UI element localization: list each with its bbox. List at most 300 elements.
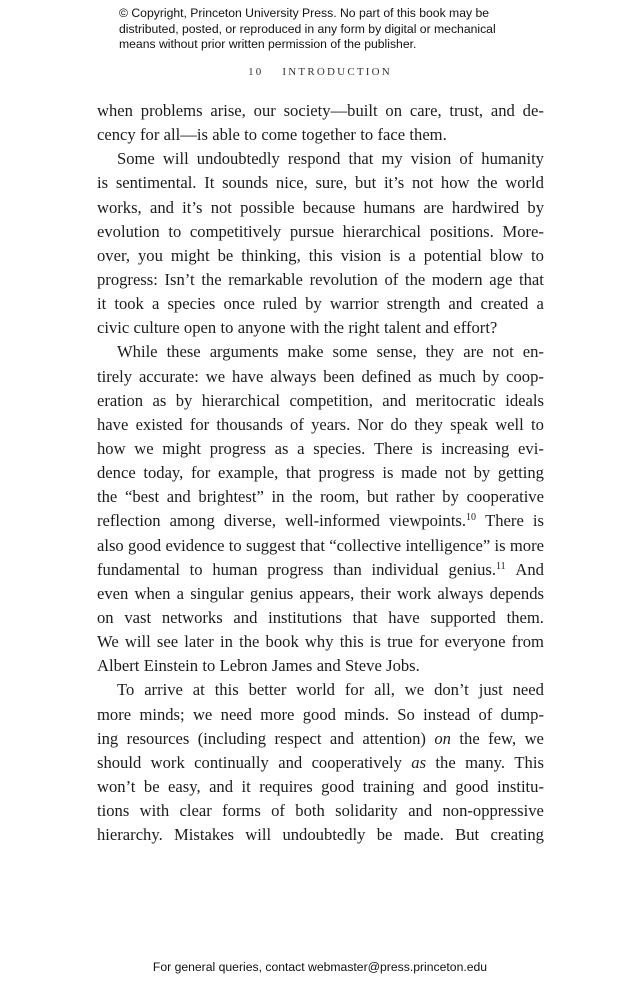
text-line [97,775,544,799]
word: this [308,245,333,265]
word: More- [502,221,544,241]
text-line [97,799,544,823]
word: might [170,245,210,265]
word: don’t [434,680,469,700]
word: we [404,680,425,700]
word: everyone [444,632,506,652]
word: appears, [299,583,355,603]
word: it’s [182,197,203,217]
word: should [97,752,142,772]
word: of [290,414,304,434]
word: work [397,583,432,603]
word: is [532,511,544,531]
word: the [292,487,313,507]
text-line [97,147,544,171]
word: made. [403,825,444,845]
word: be [376,825,393,845]
word: just [478,680,503,700]
word: face [377,125,406,145]
word: is [421,438,433,458]
word: by [527,197,544,217]
word: modern [431,269,483,289]
word: will [245,825,272,845]
word: at [192,680,205,700]
word: progress: [97,269,158,289]
word: for [419,632,439,652]
word: hierarchical [201,390,281,410]
word: thousands [216,414,283,434]
word: warrior [329,294,379,314]
word: always [437,583,484,603]
word: ruled [262,294,298,314]
word: that [348,149,374,169]
text-line [97,509,544,533]
word: Jobs. [386,656,420,676]
word: We [97,632,119,652]
word: increasing [441,438,510,458]
word: need [220,704,252,724]
word: well-informed [285,511,380,531]
word: diverse, [223,511,276,531]
word: world [505,173,544,193]
text-line [97,654,544,678]
word: undoubtedly [196,149,280,169]
word: vision [410,149,452,169]
word: thinking, [241,245,301,265]
word: and [425,318,450,338]
word: sure, [315,173,348,193]
text-line [97,196,544,220]
word: cooperative [466,487,544,507]
word: once [223,294,255,314]
word: blow [489,245,523,265]
word: progress [209,438,266,458]
word: vast [124,607,152,627]
word: species. [313,438,366,458]
word: the [201,269,222,289]
copyright-line: © Copyright, Princeton University Press. No part of this book may be [119,6,490,20]
word: non-oppressive [442,801,544,821]
word: anyone [237,318,286,338]
word: sounds [222,173,269,193]
word: humanity [481,149,544,169]
word: to [360,125,374,145]
word: how [440,173,470,193]
word: cency [97,125,136,145]
word: is [369,632,381,652]
word: made [401,463,438,483]
word: minds; [139,704,185,724]
word: much [438,366,476,386]
word: nice, [275,173,308,193]
word: more [509,535,544,555]
word: supported [430,607,496,627]
word: but [354,173,377,193]
word: to [531,245,544,265]
word: them. [409,125,447,145]
word: minds. [344,704,389,724]
word: we [524,728,544,748]
word: a [536,294,544,314]
word: instead [423,704,471,724]
word: This [514,752,544,772]
word: Mistakes [174,825,234,845]
text-line [97,630,544,654]
word: defined [361,366,412,386]
text-line [97,413,544,437]
emphasis: as [411,752,427,772]
copyright-notice [119,6,539,53]
word [411,751,426,775]
word: make [287,342,324,362]
word: revolution [309,269,378,289]
word: a [176,583,185,603]
word: sense, [376,342,417,362]
word: right [348,318,380,338]
page-number: 10 [248,66,264,78]
word: even [97,583,129,603]
word: together [301,125,356,145]
word: will [124,632,151,652]
word: true [387,632,413,652]
word: tirely [97,366,133,386]
word: easy, [168,776,201,796]
word: Isn’t [164,269,195,289]
word: continually [194,752,269,772]
word: is [382,463,394,483]
text-line [97,268,544,292]
word: rather [395,487,435,507]
word: brightest” [198,487,264,507]
word: is [97,173,109,193]
word: and [149,197,174,217]
word: positions. [429,221,494,241]
word: today, [143,463,184,483]
word: creating [490,825,544,845]
word: of [459,149,474,169]
word: society—built [283,101,378,120]
word: Some [117,149,155,169]
word: and [233,607,258,627]
word: Steve [344,656,382,676]
word: dence [97,463,136,483]
word: all—is [163,125,208,145]
word: talent [383,318,421,338]
word: the [323,318,345,338]
word: suggest [246,535,296,555]
word: the [97,487,118,507]
word: by [473,463,491,483]
word: ideals [505,390,544,410]
word: in [271,487,285,507]
word: and [209,776,234,796]
word: many. [465,752,506,772]
word: institu- [496,776,544,796]
word: few, [488,728,517,748]
word: it’s [383,173,405,193]
text-line [97,437,544,461]
word: for [190,463,211,483]
text-line [97,340,544,364]
word: when [134,583,171,603]
word: de- [522,101,544,120]
text-line [97,823,544,847]
text-line [97,316,544,340]
footnote-ref: 10 [466,512,477,524]
word: good [302,704,336,724]
word: for [140,125,160,145]
text-line [97,171,544,195]
word: tions [97,801,130,821]
word: good [128,535,162,555]
text-line [97,389,544,413]
word: works, [97,197,142,217]
word: later [184,632,214,652]
word: they [414,414,443,434]
word: not [210,197,232,217]
word: arguments [209,342,279,362]
word: possible [240,197,295,217]
text-line [97,606,544,630]
word: arrive [144,680,183,700]
word: civic [97,318,130,338]
word: to [531,414,544,434]
word: work [150,752,185,772]
word: of [478,704,493,724]
word: the [477,173,498,193]
word: than [333,559,362,579]
word: attention) [362,728,426,748]
word: a [297,438,305,458]
word: viewpoints.$^{10}$ [389,511,477,531]
word: to [228,535,242,555]
word: have [97,414,129,434]
word: but [367,487,389,507]
word: won’t [97,776,136,796]
word: vision [340,245,382,265]
word: the [239,632,260,652]
footer-contact: For general queries, contact webmaster@press.princeton.edu [152,960,488,974]
word: progress [267,559,324,579]
word: species [167,294,216,314]
word: might [162,438,202,458]
word: how [97,438,126,458]
word: hierarchical [342,221,422,241]
word: over, [97,245,130,265]
copyright-line: means without prior written permission of the publisher. [119,37,417,51]
word: solidarity [335,801,398,821]
word: James [271,656,313,676]
word: So [397,704,415,724]
word: room, [320,487,360,507]
word: why [304,632,334,652]
word: singular [190,583,244,603]
word: that [518,269,544,289]
word: intelligence” [405,535,491,555]
word: training [362,776,415,796]
word: coop- [506,366,544,386]
word: good [321,776,355,796]
text-line [97,534,544,558]
word: and [316,656,341,676]
word: care, [409,101,442,120]
word: fundamental [97,559,180,579]
word: by [482,366,500,386]
word: Albert [97,656,140,676]
word: we [205,366,226,386]
word: pursue [289,221,335,241]
text-line [97,751,544,775]
word: remarkable [228,269,303,289]
word: and [166,487,191,507]
word: evidence [165,535,225,555]
word: we [192,704,213,724]
word: problems [140,101,203,120]
word: a [151,294,160,314]
word: (including [197,728,266,748]
word: While [117,342,158,362]
word: to [244,125,258,145]
word: they [425,342,455,362]
word: example, [217,463,279,483]
word: effort? [453,318,498,338]
text-line [97,727,544,751]
word: that [285,463,311,483]
word: it [241,776,251,796]
emphasis: on [434,728,451,748]
word: are [423,197,444,217]
footnote-ref: 11 [496,560,506,572]
word: en- [522,342,544,362]
word: took [114,294,144,314]
word: of [384,269,399,289]
word: culture [133,318,180,338]
word: come [261,125,298,145]
word: It [204,173,215,193]
word: respect [274,728,322,748]
word: and [278,752,303,772]
word: years. [311,414,351,434]
word: book [265,632,299,652]
word: world [296,680,335,700]
word: and [422,776,447,796]
word: to [189,559,203,579]
section-title: INTRODUCTION [282,66,392,78]
word: speak [450,414,488,434]
word: getting [497,463,544,483]
word: their [360,583,391,603]
word: and [408,801,433,821]
word: forms [222,801,261,821]
word: you [137,245,163,265]
word: for [344,680,365,700]
word: created [480,294,529,314]
word: to [202,656,216,676]
word: be [143,776,160,796]
word: to [168,221,182,241]
word: and [382,390,407,410]
word: of [271,801,285,821]
word: is [494,535,506,555]
word: clear [179,801,212,821]
text-line [97,244,544,268]
text-line [97,703,544,727]
word: to [220,318,234,338]
word: There [485,511,524,531]
word: evi- [518,438,544,458]
word: good [455,776,489,796]
word: competitively [189,221,282,241]
word: requires [259,776,313,796]
word: that [300,535,325,555]
word: And [515,559,544,579]
word: eration [97,390,144,410]
word: have [231,366,264,386]
word: by [305,294,322,314]
word: able [212,125,240,145]
text-line [97,365,544,389]
word: dump- [500,704,544,724]
word: do [390,414,408,434]
word: and [490,101,515,120]
word: be [217,245,234,265]
word: strength [386,294,441,314]
word: humans [363,197,416,217]
word: as [418,366,432,386]
word: progress [318,463,375,483]
word: respond [287,149,341,169]
word: see [156,632,179,652]
word: is [389,245,401,265]
word: institutions [268,607,342,627]
word: cooperatively [311,752,402,772]
word: Nor [357,414,384,434]
word: been [323,366,355,386]
word: To [117,680,135,700]
word: as [274,438,289,458]
word: our [253,101,276,120]
word: trust, [449,101,484,120]
word: “best [124,487,160,507]
text-line [97,123,544,147]
word: need [512,680,544,700]
word: will [162,149,189,169]
word: “collective [329,535,402,555]
word: networks [161,607,223,627]
word: with [139,801,170,821]
word: reflection [97,511,161,531]
word: existed [135,414,183,434]
word: ing [97,728,119,748]
word: evolution [97,221,160,241]
word: meritocratic [415,390,496,410]
word: more [260,704,295,724]
word: some [332,342,368,362]
word: it [97,294,107,314]
word: Lebron [219,656,268,676]
word: hardwired [451,197,520,217]
word: not [444,463,466,483]
text-line [97,99,544,123]
word: undoubtedly [282,825,366,845]
text-line [97,292,544,316]
word: not [492,342,514,362]
word: But [455,825,480,845]
word: my [381,149,403,169]
word: individual [371,559,439,579]
word: by [442,487,459,507]
word: and [329,728,354,748]
